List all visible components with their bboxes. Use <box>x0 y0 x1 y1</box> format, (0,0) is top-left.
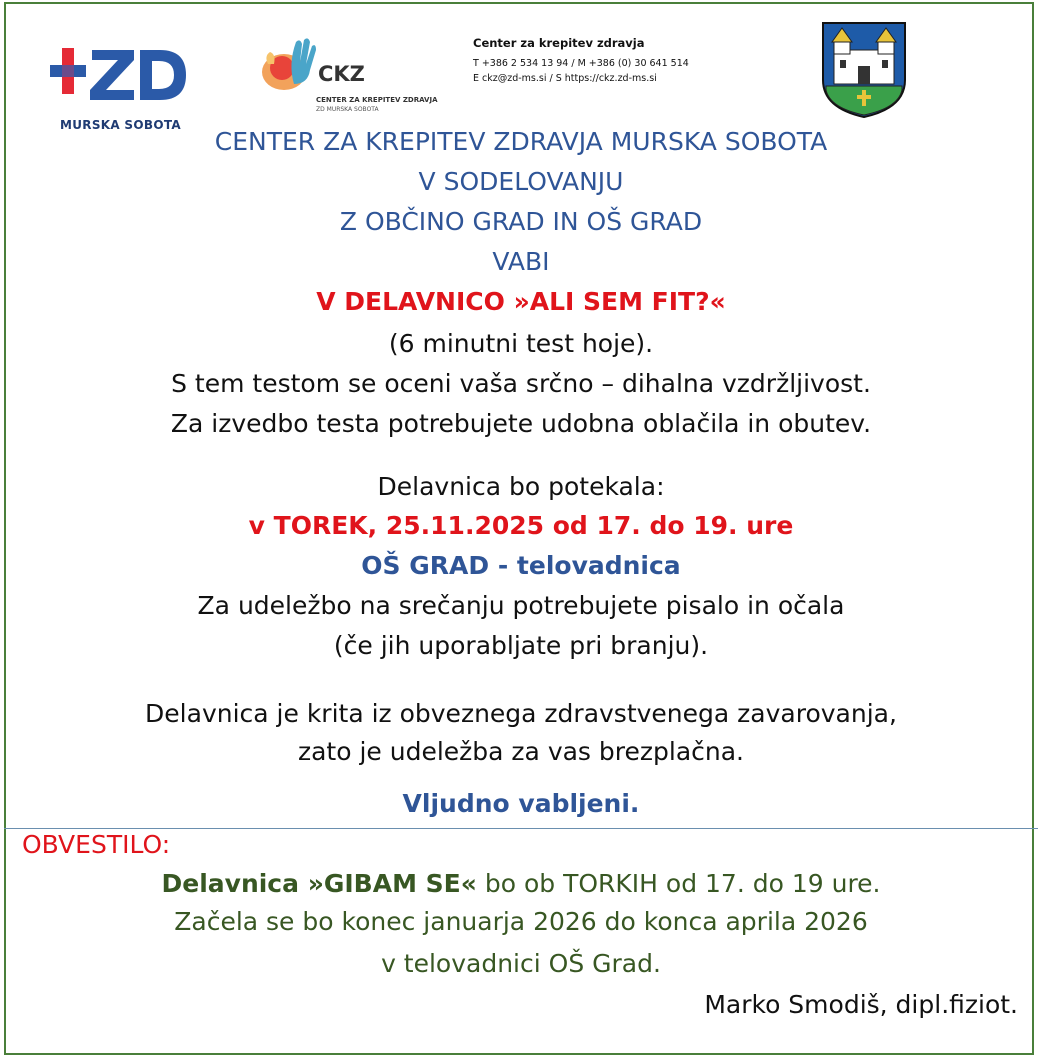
workshop-requirements: Za izvedbo testa potrebujete udobna oblačila in obutev. <box>170 409 872 438</box>
coat-of-arms-icon <box>820 20 908 120</box>
notice-dates: Začela se bo konec januarja 2026 do konca aprila 2026 <box>174 907 868 936</box>
event-intro: Delavnica bo potekala: <box>377 472 665 501</box>
closing-greeting: Vljudno vabljeni. <box>402 789 640 818</box>
notice-title-line <box>0 869 1042 898</box>
workshop-description: S tem testom se oceni vaša srčno – dihalna vzdržljivost. <box>171 369 871 398</box>
zd-caption: MURSKA SOBOTA <box>60 118 181 132</box>
contact-title: Center za krepitev zdravja <box>473 36 645 50</box>
notice-location: v telovadnici OŠ Grad. <box>381 949 661 978</box>
org-name-line: CENTER ZA KREPITEV ZDRAVJA MURSKA SOBOTA <box>214 127 828 156</box>
contact-phone: T +386 2 534 13 94 / M +386 (0) 30 641 514 <box>473 58 689 69</box>
invites-line: VABI <box>492 247 550 276</box>
partners-line: Z OBČINO GRAD IN OŠ GRAD <box>339 207 703 236</box>
ckz-hand-logo-icon <box>258 34 320 94</box>
notice-title-bold: Delavnica »GIBAM SE« <box>161 869 477 898</box>
event-location: OŠ GRAD - telovadnica <box>361 551 681 580</box>
section-divider <box>4 828 1038 829</box>
event-datetime: v TOREK, 25.11.2025 od 17. do 19. ure <box>248 511 794 540</box>
ckz-subtitle: CENTER ZA KREPITEV ZDRAVJA <box>316 96 438 104</box>
notice-label: OBVESTILO: <box>22 830 171 859</box>
cost-info: Delavnica je krita iz obveznega zdravstvenega zavarovanja, <box>145 699 897 728</box>
workshop-title: V DELAVNICO »ALI SEM FIT?« <box>316 287 726 316</box>
ckz-subtitle-unit: ZD MURSKA SOBOTA <box>316 106 379 113</box>
event-needs-note: (če jih uporabljate pri branju). <box>333 631 709 660</box>
cost-free: zato je udeležba za vas brezplačna. <box>297 737 744 766</box>
signature: Marko Smodiš, dipl.fiziot. <box>704 990 1018 1019</box>
workshop-subtitle: (6 minutni test hoje). <box>388 329 654 358</box>
contact-web[interactable]: E ckz@zd-ms.si / S https://ckz.zd-ms.si <box>473 73 657 84</box>
contact-block <box>473 36 689 86</box>
notice-title-rest: bo ob TORKIH od 17. do 19 ure. <box>476 869 881 898</box>
event-needs: Za udeležbo na srečanju potrebujete pisalo in očala <box>197 591 845 620</box>
ckz-name: CKZ <box>318 62 365 86</box>
cooperation-line: V SODELOVANJU <box>418 167 624 196</box>
